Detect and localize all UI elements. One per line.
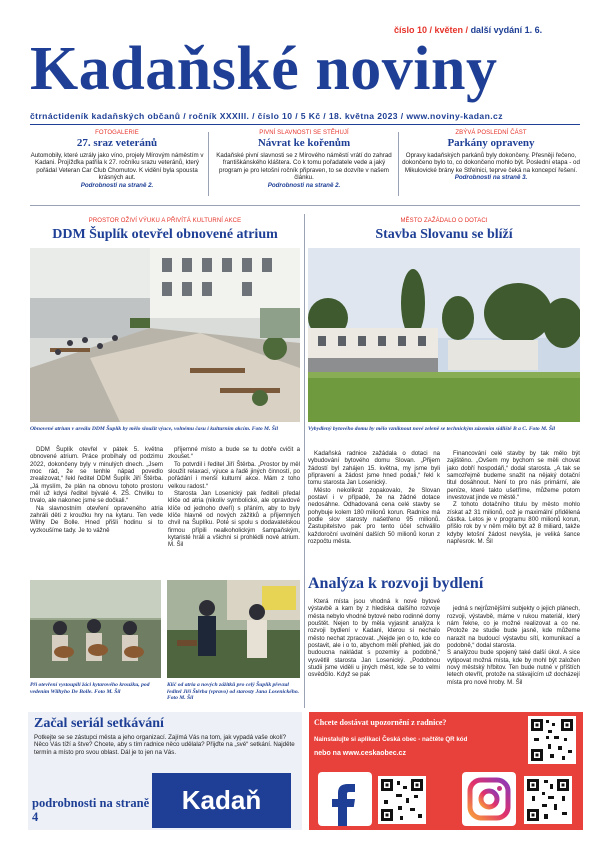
guitar-photo xyxy=(30,580,161,678)
analysis-title: Analýza k rozvoji bydlení xyxy=(308,575,484,592)
serial-text: Potkejte se se zástupci města a jeho organizací. Zajímá Vás na tom, jak vypadá vaše okolí? Něco Vás tíží a štve? Chcete, aby s tím radnice něco udělala? Přijďte na „své“ setkání. Najděte termín a místo pro svou oblast. Dál je to jen na Vás. xyxy=(34,734,295,756)
slovan-photo xyxy=(308,248,580,422)
paragraph: Město nekolikrát zopakovalo, že Slovan postaví i v případě, že na žádné dotace nedosáhne. Odhadovaná cena celé stavby se pohybuje kolem 180 milionů korun. Radnice má podle slov starosty našetřeno 95 milionů. Zastupitelstvo pak pro tento účel schválilo každoroční uvolnění dalších 50 milionů korun z rozpočtu města. xyxy=(308,486,440,546)
analysis-col1 xyxy=(308,598,440,679)
subline: čtrnáctideník kadaňských občanů / ročník XXXIII. / číslo 10 / 5 Kč / 18. května 2023 / www.noviny-kadan.cz xyxy=(30,111,503,121)
atrium-caption: Obnovené atrium v areálu DDM Šuplík by mělo sloužit výuce, volnému času i kulturním akcím. Foto M. Šil xyxy=(30,426,279,432)
instagram-icon xyxy=(462,772,516,826)
teaser-3-title: Parkány opraveny xyxy=(447,137,535,149)
qr-code-facebook xyxy=(378,776,426,824)
teaser-3 xyxy=(402,130,580,182)
paragraph: příjemné místo a bude se tu dobře cvičit a zkoušet.“ xyxy=(168,446,300,461)
teaser-3-more: Podrobnosti na straně 3. xyxy=(454,174,528,182)
teaser-1-text: Automobily, které uzrály jako víno, projely Mírovým náměstím v Kadani. Projížďka patřila k 27. ročníku srazu veteránů, který pořádal Veteran Car Club Chomutov. K vidění byla spousta krásných aut. xyxy=(30,152,204,182)
promo-headline: Chcete dostávat upozornění z radnice? xyxy=(314,718,447,727)
facebook-tile[interactable] xyxy=(318,772,372,826)
paragraph: DDM Šuplík otevřel v pátek 5. května obnovené atrium. Práce probíhaly od podzimu 2022, dokončeny byly v minulých dnech. „Jsem moc rád, že se tenhle nápad povedlo zrealizovat,“ řekl ředitel DDM Šuplík Jiří Štěrba. „Já myslím, že plán na obnovu tohoto prostoru měl už kdysi ředitel bývalé 4. ZŠ. Chvilku to trvalo, ale nakonec jsme se dočkali.“ xyxy=(30,446,163,505)
right-story-title: Stavba Slovanu se blíží xyxy=(375,227,513,242)
issue-number: číslo 10 / květen / xyxy=(394,25,469,35)
teaser-2-kicker: PIVNÍ SLAVNOSTI SE STĚHUJÍ xyxy=(259,130,349,136)
paragraph: Která místa jsou vhodná k nové bytové výstavbě a kam by z hlediska dalšího rozvoje města nebylo vhodné bytové nebo rodinné domy pouštět. Nejen to by měla vyjasnit analýza k rozvoji bydlení v Kadani, kterou si nechalo město nechat zpracovat. „Nejde jen o to, kde co postavit, ale i o to, abychom měli přehled, jak do budoucna nakládat s pozemky a podobně,“ vysvětlil starosta Jan Losenický. „Podobnou studii jsme viděli u jiných měst, kde se to velmi osvědčilo. Když se pak xyxy=(308,598,440,679)
serial-more[interactable]: podrobnosti na straně 4 xyxy=(32,796,150,824)
teaser-2 xyxy=(214,130,394,189)
right-story-col1 xyxy=(308,450,440,545)
keys-caption: Klíč od atria a nových zážitků pro celý Šuplík převzal ředitel Jiří Štěrba (vpravo) od starosty Jana Losenického. Foto M. Šil xyxy=(167,682,300,702)
paragraph: Financování celé stavby by tak mělo být zajištěno. „Ovšem my bychom se měli chovat jako dobří hospodáři,“ dodal starosta. „A tak se samozřejmě budeme snažit na nějaký dotační titul dosáhnout. Není to pro nás primární, ale peníze, které takto ušetříme, můžeme potom investovat jinde ve městě.“ xyxy=(447,450,580,502)
paragraph: Starosta Jan Losenický pak řediteli předal klíče od atria (nikoliv symbolické, ale opravdové klíče od jednoho dveří) s přáním, aby to byly klíče hlavně od nových zážitků a příjemných chvil na Šuplíku. Poté si spolu s dodavatelskou firmou přípili nealkoholickým šampaňským, kytaristé hráli a všichni si prohlédli nové atrium. M. Šil xyxy=(168,490,300,549)
teaser-2-title: Návrat ke kořenům xyxy=(257,137,351,149)
teaser-rule xyxy=(30,205,580,206)
paragraph: Z tohoto dotačního titulu by město mohlo získat až 31 milionů, což je maximální přidělená částka. Letos je v programu 800 milionů korun, přišlo rok by v něm mělo být až 8 miliard, takže kdyby letošní žádost nevyšla, je veliká šance napřesrok. M. Šil xyxy=(447,501,580,546)
teaser-2-text: Kadaňské pivní slavnosti se z Mírového náměstí vrátí do zahrad františkánského kláštera. Co k tomu pořadatele vede a jaký program je pro letošní ročník připraven, to se dozvíte v našem článku. xyxy=(216,152,392,182)
teaser-1-title: 27. sraz veteránů xyxy=(76,137,158,149)
column-divider xyxy=(304,214,305,708)
keys-photo xyxy=(167,580,300,678)
teaser-2-more: Podrobnosti na straně 2. xyxy=(267,181,341,189)
left-story-col2 xyxy=(168,446,300,549)
paragraph: To potvrdil i ředitel Jiří Štěrba. „Prostor by měl sloužit relaxaci, výuce a řadě jiných činností, po pořádání i menší kulturní akce. Mám z toho velkou radost.“ xyxy=(168,460,300,490)
teaser-divider xyxy=(398,132,399,196)
left-story-kicker: PROSTOR OŽIVÍ VÝUKU A PŘIVÍTÁ KULTURNÍ AKCE xyxy=(88,218,242,224)
teaser-3-kicker: ZBÝVÁ POSLEDNÍ ČÁST xyxy=(455,130,527,136)
right-story-col2 xyxy=(447,450,580,545)
analysis-col2 xyxy=(447,598,580,693)
slovan-caption: Vybydlený bytového domu by mělo vzniknout nové zeleně se technickým zázemím sídliště B a C. Foto M. Šil xyxy=(308,426,556,432)
facebook-icon xyxy=(318,772,372,826)
atrium-photo xyxy=(30,248,300,422)
paragraph: jedná s nejrůznějšími subjekty o jejich plánech, rozvoji, výstavbě, máme v rukou materiál, který nám řekne, co je možné realizovat a co ne. Protože ze studie bude jasně, kde můžeme narazit na budoucí výstavbu sítí, komunikací a podobně,“ dodal starosta. S analýzou bude spojený také další úkol. A sice vytipovat možná místa, kde by mohl být založen nový městský hřbitov. Ten bude nutné v příštích letech otevřít, protože na stávajícím už docházejí místa pro nové hroby. M. Šil xyxy=(447,605,580,686)
next-issue: další vydání 1. 6. xyxy=(470,25,543,35)
kadan-logo-text: Kadaň xyxy=(181,785,262,815)
qr-code-app xyxy=(528,716,576,764)
teaser-divider xyxy=(208,132,209,196)
masthead-rule xyxy=(30,124,580,125)
guitar-caption: Při otevření vystoupili žáci kytarového kroužku, pod vedením Wilhyho De Bolle. Foto M. Šil xyxy=(30,682,150,695)
promo-link[interactable]: nebo na www.ceskaobec.cz xyxy=(314,750,406,757)
promo-line1: Nainstalujte si aplikaci Česká obec - načtěte QR kód xyxy=(314,736,468,743)
qr-code-instagram xyxy=(524,776,572,824)
teaser-1-more: Podrobnosti na straně 2. xyxy=(80,181,154,189)
teaser-1 xyxy=(30,130,204,189)
serial-title: Začal seriál setkávání xyxy=(34,716,164,731)
left-story-title: DDM Šuplík otevřel obnovené atrium xyxy=(52,227,278,242)
teaser-1-kicker: FOTOGALERIE xyxy=(95,130,139,136)
teaser-3-text: Opravy kadaňských parkánů byly dokončeny. Přesněji řečeno, dokončeno bylo to, co dokončeno mohlo být. Poslední etapa - od Mikulovické brány ke Střelnici, teprve čeká na koncepcí řešení. xyxy=(402,152,580,174)
right-story-kicker: MĚSTO ZAŽÁDALO O DOTACI xyxy=(400,218,488,224)
paragraph: Kadaňská radnice zažádala o dotaci na vybudování bytového domu Slovan. „Přijem žádostí byl zahájen 15. května, my jsme byli připraveni a žádost jsme hned podali,“ řekl k tomu starosta Jan Losenický. xyxy=(308,450,440,487)
kadan-logo xyxy=(152,773,291,828)
paragraph: Na slavnostním otevření opraveného atria zahráli děti z kroužku hry na kytaru. Ten vede Wilhy De Bolle. Hned přišli hodinu si to vyzkoušíme tady. Je to vážně xyxy=(30,504,163,534)
left-story-col1 xyxy=(30,446,163,534)
instagram-tile[interactable] xyxy=(462,772,516,826)
masthead-title: Kadaňské noviny xyxy=(30,35,498,103)
